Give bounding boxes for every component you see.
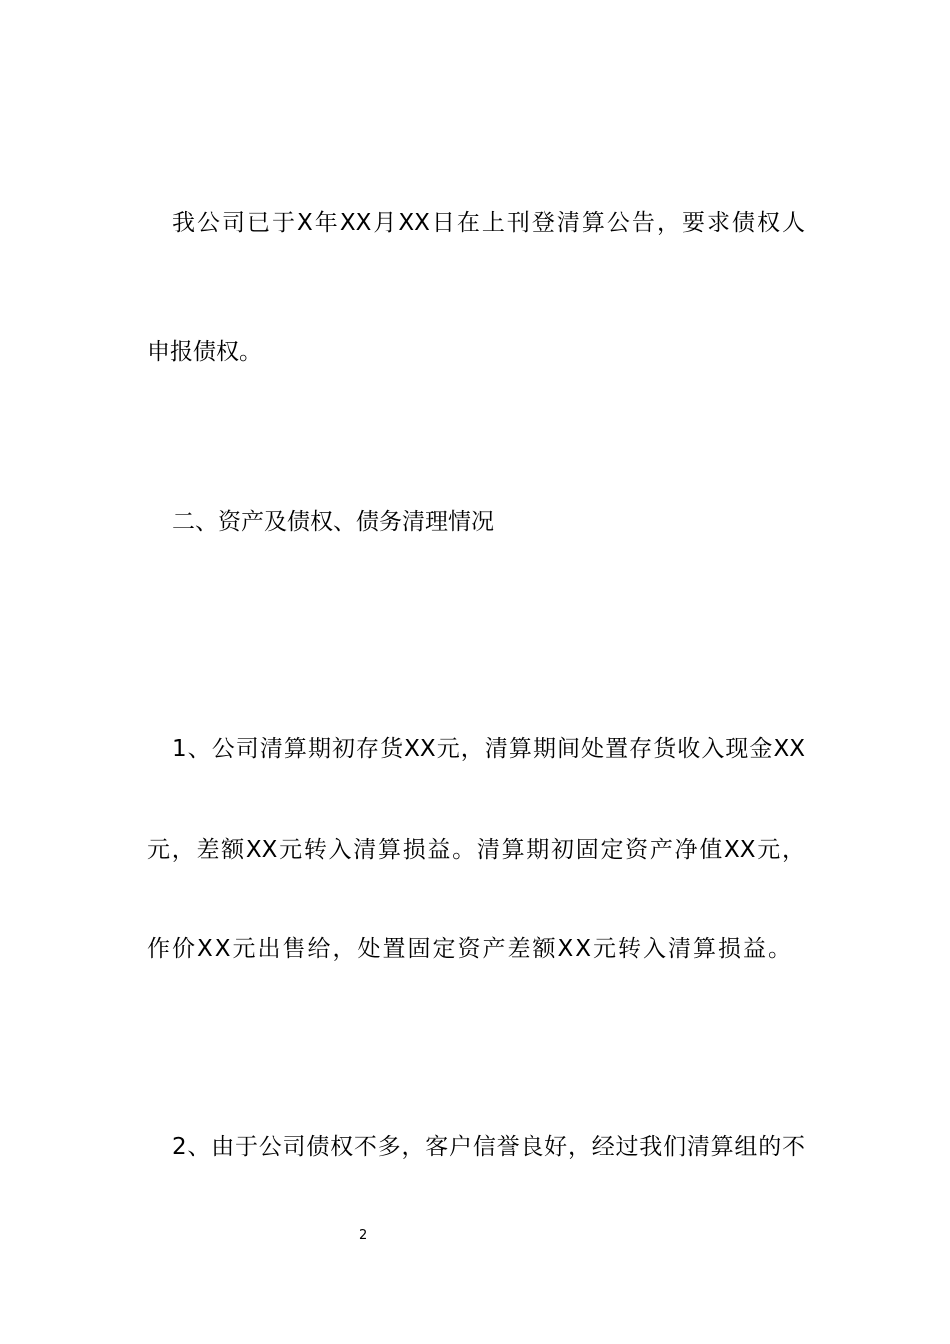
paragraph-1-line-1: 我公司已于X年XX月XX日在上刊登清算公告，要求债权人 (172, 210, 805, 236)
paragraph-4-line-1: 2、由于公司债权不多，客户信誉良好，经过我们清算组的不 (172, 1134, 805, 1160)
paragraph-3-line-2: 元，差额XX元转入清算损益。清算期初固定资产净值XX元， (147, 837, 805, 863)
page-number: 2 (359, 1228, 368, 1243)
paragraph-3-line-1: 1、公司清算期初存货XX元，清算期间处置存货收入现金XX (172, 736, 805, 762)
paragraph-3-line-3: 作价XX元出售给，处置固定资产差额XX元转入清算损益。 (147, 936, 794, 962)
paragraph-1-line-2: 申报债权。 (147, 339, 262, 365)
section-heading: 二、资产及债权、债务清理情况 (172, 509, 494, 535)
